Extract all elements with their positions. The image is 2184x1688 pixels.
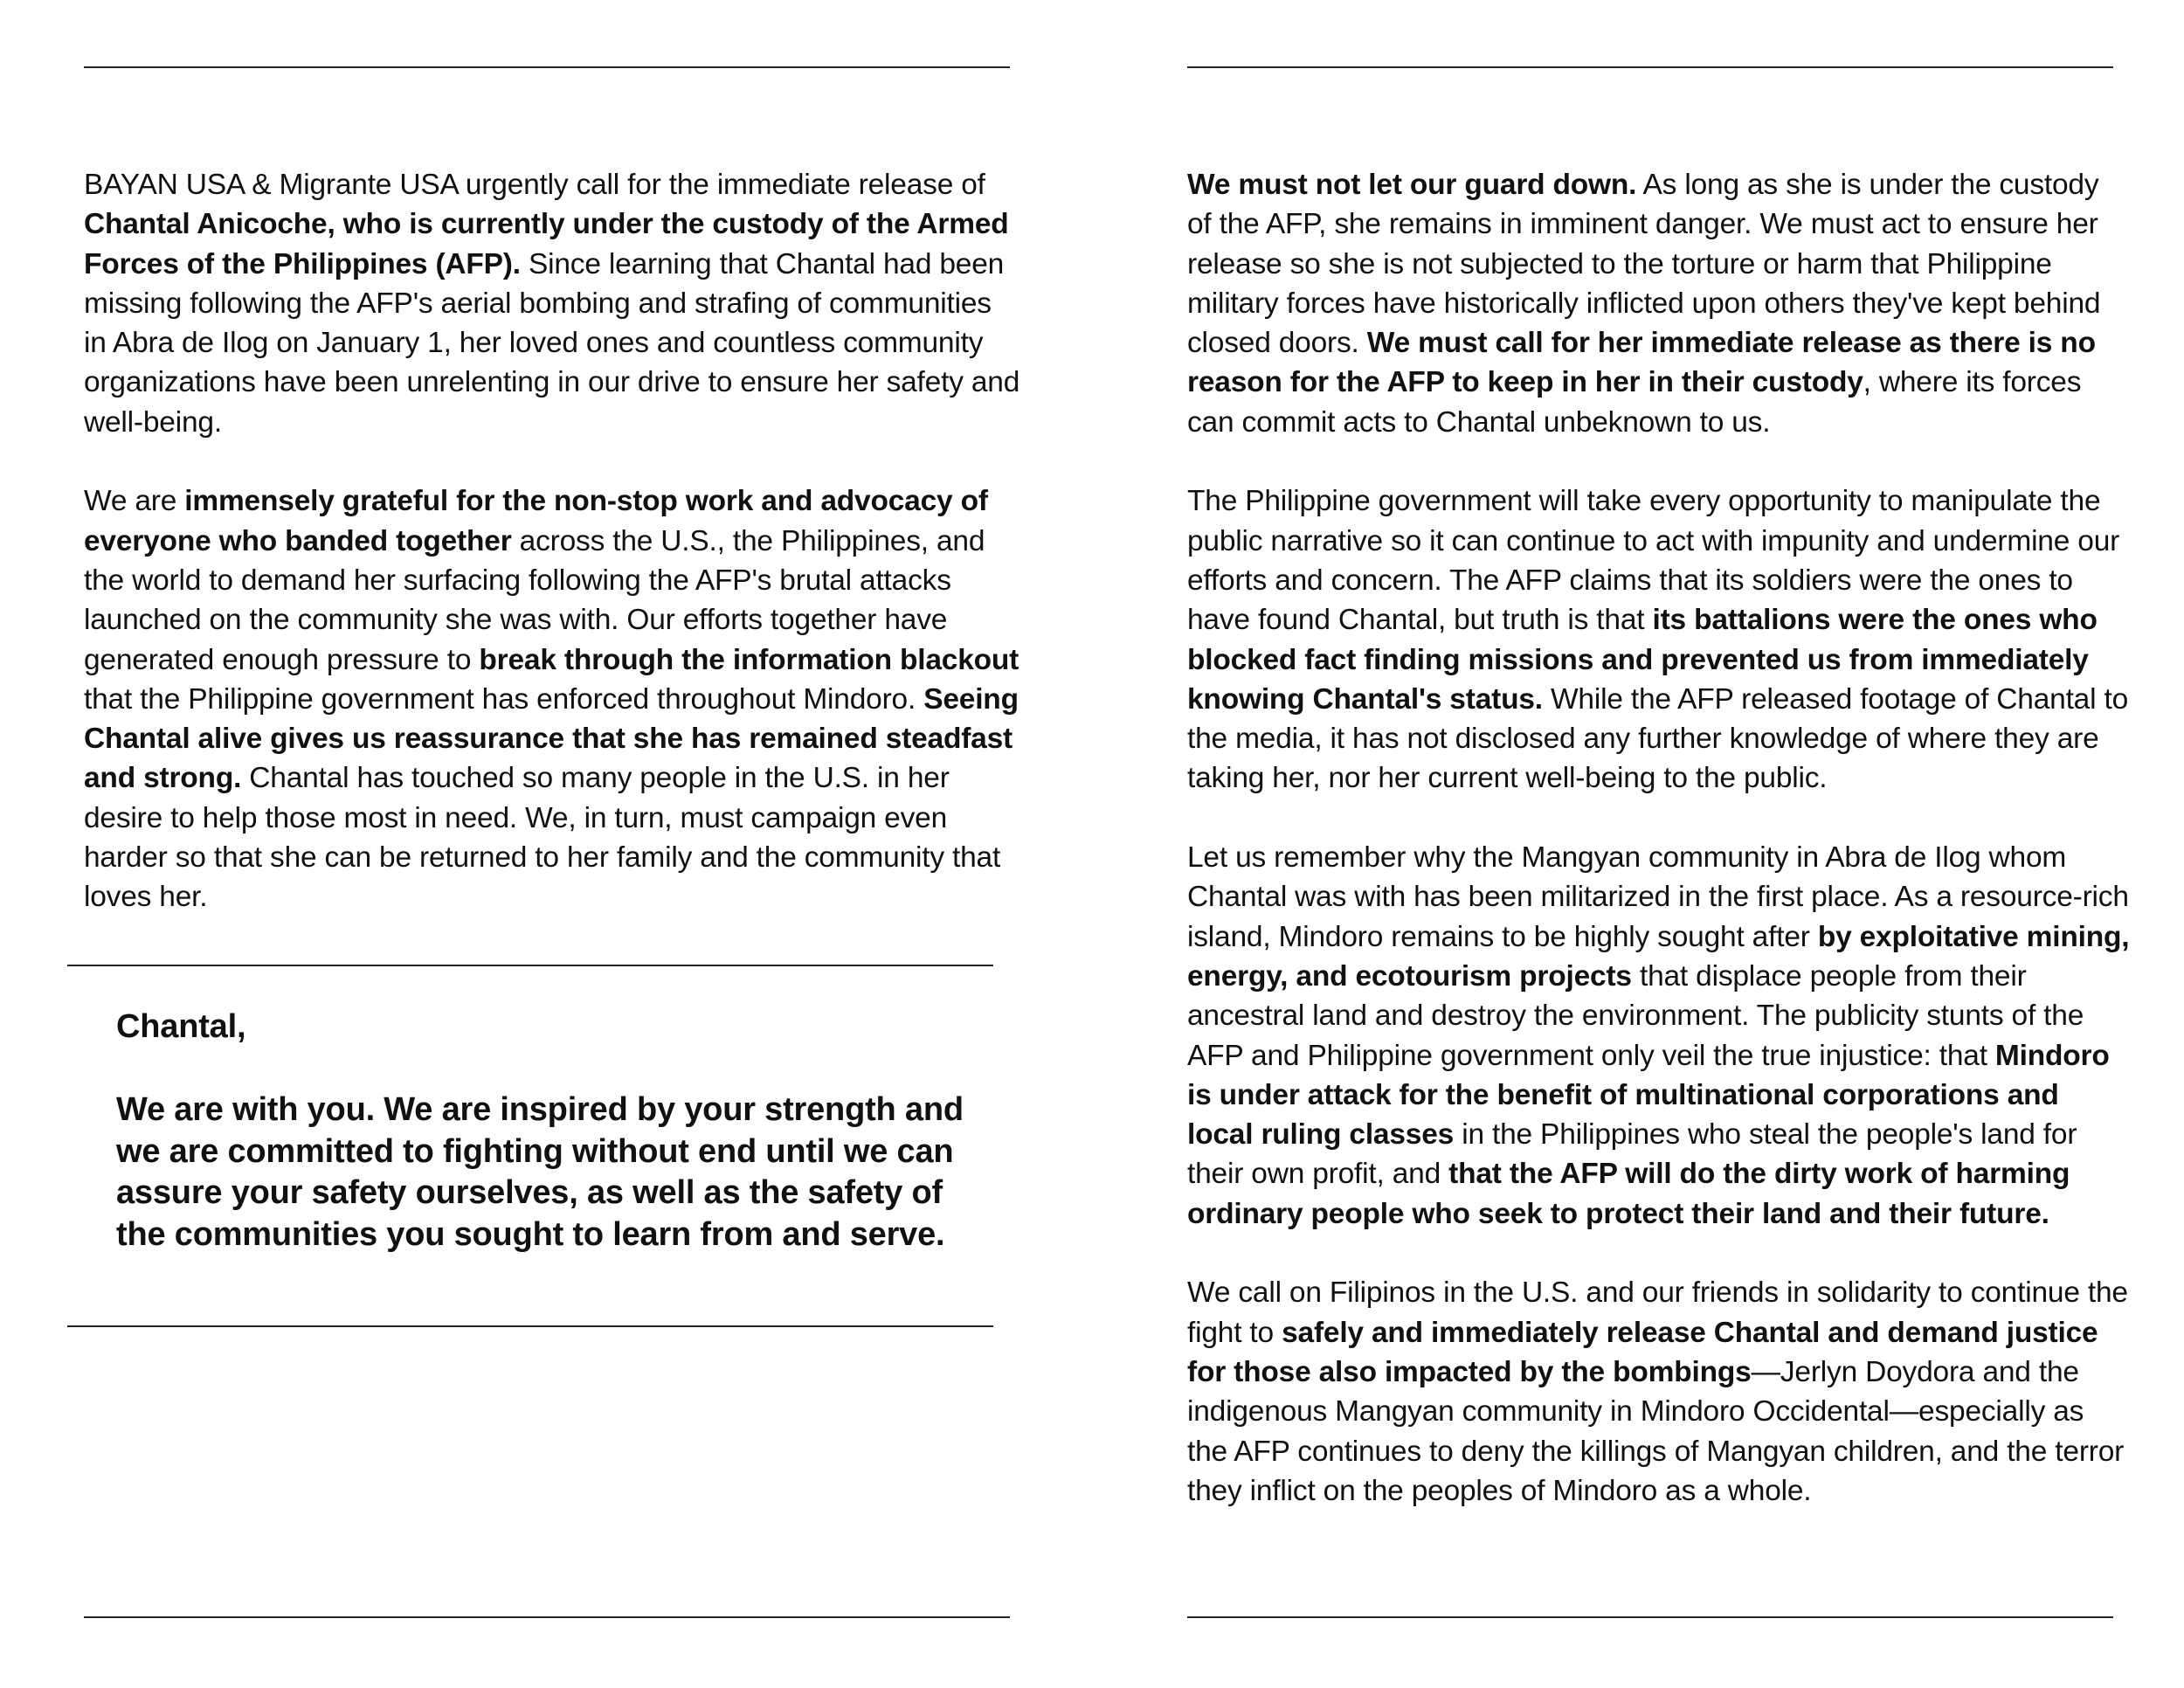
right-top-rule <box>1187 66 2113 68</box>
quote-salutation: Chantal, <box>116 1008 246 1045</box>
text-run: in the Philippines who steal the people's land for their own profit, and <box>1187 1118 2077 1191</box>
text-run: We call on Filipinos in the U.S. and our friends in solidarity to continue the fight to <box>1187 1276 2128 1349</box>
bold-text-run: Mindoro is under attack for the benefit of multinational corporations and local ruling classes <box>1187 1039 2110 1152</box>
quote-bottom-rule <box>67 1325 993 1327</box>
right-paragraph-4 <box>1187 1273 2131 1511</box>
text-run: While the AFP released footage of Chantal to the media, it has not disclosed any further knowledge of where they are taking her, nor her current well-being to the public. <box>1187 682 2129 795</box>
bold-text-run: safely and immediately release Chantal and demand justice for those also impacted by the bombings <box>1187 1316 2098 1388</box>
quote-top-rule <box>67 965 993 966</box>
quote-block <box>116 1007 981 1256</box>
bold-text-run: by exploitative mining, energy, and ecotourism projects <box>1187 920 2130 993</box>
bold-text-run: break through the information blackout <box>479 643 1019 676</box>
right-paragraph-3 <box>1187 838 2131 1234</box>
bold-text-run: its battalions were the ones who blocked fact finding missions and prevented us from immediately knowing Chantal's status. <box>1187 604 2098 716</box>
text-run: —Jerlyn Doydora and the indigenous Mangyan community in Mindoro Occidental—especially as the AFP continues to deny the killings of Mangyan children, and the terror they inflict on the peoples of Mindoro as a whole. <box>1187 1355 2125 1507</box>
right-paragraph-1 <box>1187 165 2131 442</box>
text-run: across the U.S., the Philippines, and the world to demand her surfacing following the AFP's brutal attacks launched on the community she was with. Our efforts together have generated enough pressure to <box>84 524 985 676</box>
bold-text-run: We must not let our guard down. <box>1187 169 1637 201</box>
text-run: that displace people from their ancestral land and destroy the environment. The publicity stunts of the AFP and Philippine government only veil the true injustice: that <box>1187 959 2084 1072</box>
bold-text-run: immensely grateful for the non-stop work and advocacy of everyone who banded together <box>84 485 988 557</box>
quote-body: We are with you. We are inspired by your strength and we are committed to fighting without end until we can assure your safety ourselves, as well as the safety of the communities you sought to learn from and serve. <box>116 1091 964 1253</box>
left-paragraph-1 <box>84 165 1020 442</box>
text-run: BAYAN USA & Migrante USA urgently call for the immediate release of <box>84 169 985 201</box>
left-top-rule <box>84 66 1010 68</box>
right-column <box>1187 165 2131 1511</box>
text-run: , where its forces can commit acts to Chantal unbeknown to us. <box>1187 366 2082 439</box>
right-paragraph-2 <box>1187 481 2131 798</box>
text-run: The Philippine government will take every opportunity to manipulate the public narrative so it can continue to act with impunity and undermine our efforts and concern. The AFP claims that its soldiers were the ones to have found Chantal, but truth is that <box>1187 485 2120 637</box>
bold-text-run: Seeing Chantal alive gives us reassurance that she has remained steadfast and strong. <box>84 682 1019 795</box>
text-run: that the Philippine government has enforced throughout Mindoro. <box>84 682 924 716</box>
bold-text-run: Chantal Anicoche, who is currently under the custody of the Armed Forces of the Philippines (AFP). <box>84 208 1009 280</box>
left-column <box>84 165 1020 917</box>
text-run: As long as she is under the custody of the AFP, she remains in imminent danger. We must act to ensure her release so she is not subjected to the torture or harm that Philippine military forces have historically inflicted upon others they've kept behind closed doors. <box>1187 169 2101 360</box>
text-run: We are <box>84 485 185 518</box>
text-run: Chantal has touched so many people in the U.S. in her desire to help those most in need. We, in turn, must campaign even harder so that she can be returned to her family and the community that loves her. <box>84 762 1001 914</box>
right-bottom-rule <box>1187 1616 2113 1618</box>
text-run: Let us remember why the Mangyan community in Abra de Ilog whom Chantal was with has been militarized in the first place. As a resource-rich island, Mindoro remains to be highly sought after <box>1187 841 2129 953</box>
left-paragraph-2 <box>84 481 1020 917</box>
text-run: Since learning that Chantal had been missing following the AFP's aerial bombing and strafing of communities in Abra de Ilog on January 1, her loved ones and countless community organizations have been unrelenting in our drive to ensure her safety and well-being. <box>84 247 1020 439</box>
bold-text-run: We must call for her immediate release as there is no reason for the AFP to keep in her in their custody <box>1187 327 2096 399</box>
left-bottom-rule <box>84 1616 1010 1618</box>
bold-text-run: that the AFP will do the dirty work of harming ordinary people who seek to protect their land and their future. <box>1187 1158 2070 1230</box>
